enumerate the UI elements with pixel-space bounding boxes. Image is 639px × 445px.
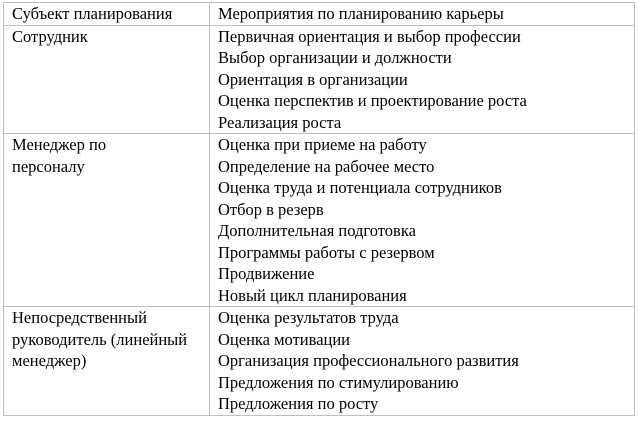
career-planning-table	[3, 2, 635, 416]
action-item: Выбор организации и должности	[218, 48, 452, 67]
action-item: Оценка мотивации	[218, 329, 351, 349]
action-item: Предложения по стимулированию	[218, 372, 459, 392]
action-item: Предложения по росту	[218, 394, 379, 413]
action-item: Оценка результатов труда	[218, 308, 399, 327]
subject-label: Менеджер по персоналу	[12, 135, 107, 176]
action-item: Оценка труда и потенциала сотрудников	[218, 178, 502, 197]
document-page	[3, 2, 634, 416]
action-item: Отбор в резерв	[218, 199, 324, 219]
table-row	[4, 25, 635, 134]
action-item: Ориентация в организации	[218, 69, 408, 89]
action-item: Оценка при приеме на работу	[218, 135, 427, 154]
action-item: Организация профессионального развития	[218, 351, 519, 370]
action-item: Дополнительная подготовка	[218, 221, 416, 240]
header-actions: Мероприятия по планированию карьеры	[210, 3, 635, 26]
actions-cell	[210, 134, 635, 307]
subject-label: Сотрудник	[12, 26, 88, 46]
subject-label: Непосредственный руководитель (линейный менеджер)	[12, 308, 188, 370]
action-item: Программы работы с резервом	[218, 242, 435, 262]
action-item: Реализация роста	[218, 112, 342, 132]
actions-cell	[210, 25, 635, 134]
action-item: Первичная ориентация и выбор профессии	[218, 26, 521, 46]
actions-cell	[210, 307, 635, 416]
action-item: Определение на рабочее место	[218, 156, 435, 176]
table-header-row	[4, 3, 635, 26]
header-subject: Субъект планирования	[4, 3, 210, 26]
table-row	[4, 307, 635, 416]
action-item: Новый цикл планирования	[218, 285, 407, 305]
table-row	[4, 134, 635, 307]
subject-cell	[4, 25, 210, 134]
action-item: Продвижение	[218, 264, 315, 283]
subject-cell	[4, 134, 210, 307]
action-item: Оценка перспектив и проектирование роста	[218, 91, 527, 110]
subject-cell	[4, 307, 210, 416]
